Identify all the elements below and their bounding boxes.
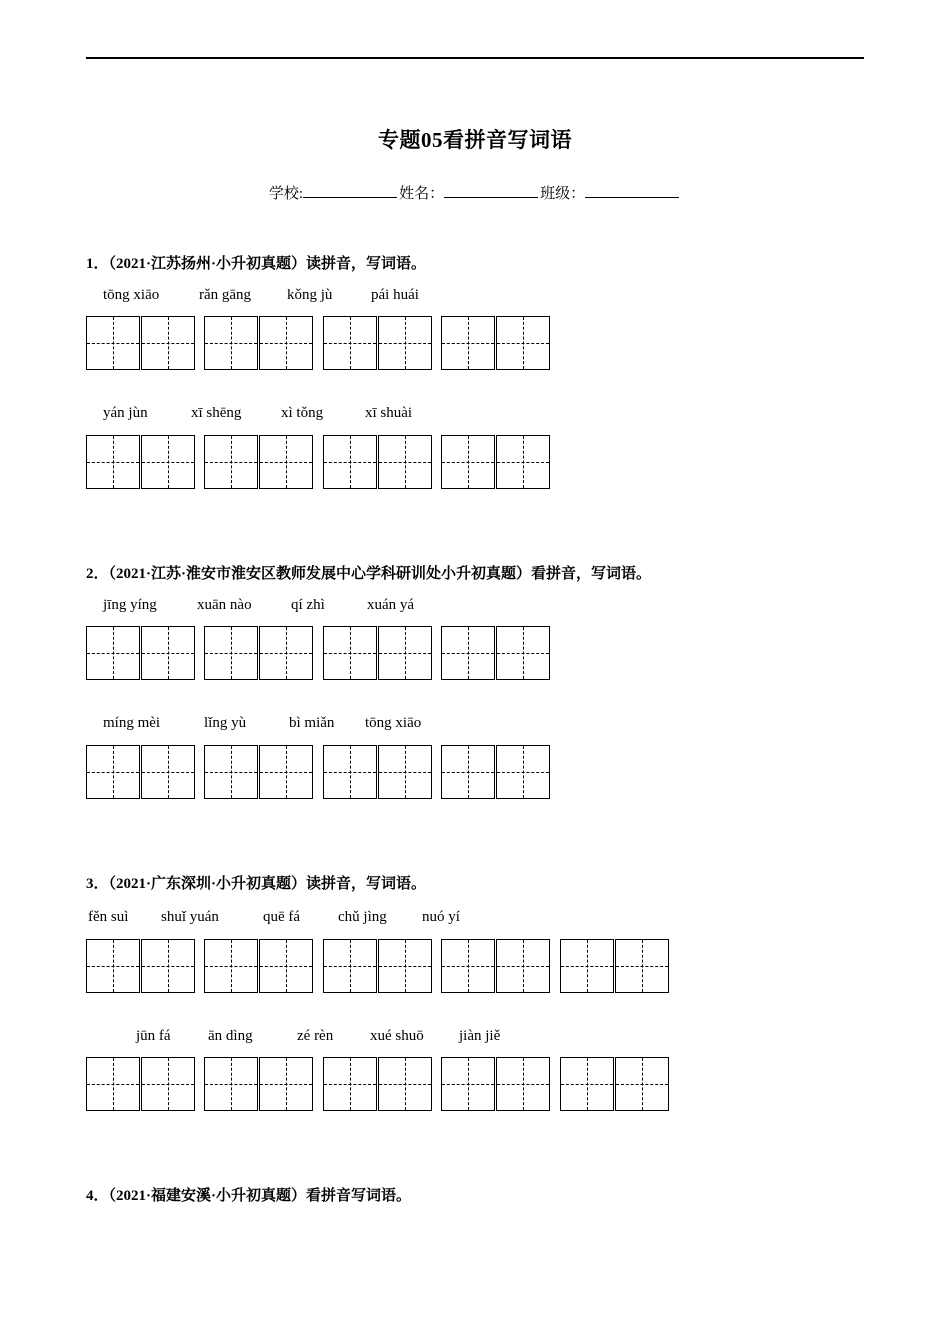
- answer-box-group[interactable]: [441, 626, 551, 681]
- writing-grid-cell[interactable]: [204, 1057, 258, 1111]
- writing-grid-cell[interactable]: [141, 939, 195, 993]
- answer-box-group[interactable]: [323, 745, 433, 800]
- pinyin-label: xuān nào: [197, 597, 252, 613]
- writing-grid-cell[interactable]: [86, 316, 140, 370]
- writing-grid-cell[interactable]: [141, 745, 195, 799]
- writing-grid-cell[interactable]: [259, 626, 313, 680]
- pinyin-label: zé rèn: [297, 1028, 334, 1044]
- school-label: 学校:: [268, 186, 304, 202]
- pinyin-label: xī shuài: [365, 405, 413, 421]
- writing-grid-cell[interactable]: [323, 745, 377, 799]
- writing-grid-cell[interactable]: [204, 939, 258, 993]
- answer-box-group[interactable]: [86, 316, 196, 371]
- answer-box-group[interactable]: [323, 1057, 433, 1112]
- writing-grid-cell[interactable]: [323, 435, 377, 489]
- pinyin-label: fěn suì: [88, 909, 129, 925]
- pinyin-label: yán jùn: [103, 405, 148, 421]
- writing-grid-cell[interactable]: [204, 435, 258, 489]
- writing-grid-cell[interactable]: [378, 939, 432, 993]
- writing-grid-cell[interactable]: [441, 745, 495, 799]
- writing-grid-cell[interactable]: [496, 435, 550, 489]
- writing-grid-cell[interactable]: [378, 1057, 432, 1111]
- writing-grid-cell[interactable]: [441, 1057, 495, 1111]
- writing-grid-cell[interactable]: [204, 745, 258, 799]
- writing-grid-cell[interactable]: [259, 939, 313, 993]
- writing-grid-cell[interactable]: [141, 1057, 195, 1111]
- name-label: 姓名：: [399, 186, 445, 202]
- writing-grid-cell[interactable]: [441, 939, 495, 993]
- pinyin-label: quē fá: [263, 909, 301, 925]
- answer-box-group[interactable]: [560, 939, 670, 994]
- class-label: 班级：: [540, 186, 586, 202]
- answer-box-group[interactable]: [204, 316, 314, 371]
- writing-grid-cell[interactable]: [615, 939, 669, 993]
- writing-grid-cell[interactable]: [259, 1057, 313, 1111]
- writing-grid-cell[interactable]: [496, 1057, 550, 1111]
- pinyin-label: bì miǎn: [289, 715, 335, 731]
- writing-grid-cell[interactable]: [86, 435, 140, 489]
- pinyin-label: chǔ jìng: [338, 909, 387, 925]
- writing-grid-cell[interactable]: [86, 745, 140, 799]
- top-rule: [86, 57, 864, 59]
- pinyin-label: qí zhì: [291, 597, 325, 613]
- answer-box-group[interactable]: [441, 1057, 551, 1112]
- pinyin-label: tōng xiāo: [103, 287, 160, 303]
- writing-grid-cell[interactable]: [441, 626, 495, 680]
- writing-grid-cell[interactable]: [496, 626, 550, 680]
- answer-box-group[interactable]: [86, 435, 196, 490]
- writing-grid-cell[interactable]: [259, 435, 313, 489]
- answer-box-group[interactable]: [204, 745, 314, 800]
- answer-box-group[interactable]: [323, 626, 433, 681]
- answer-box-group[interactable]: [323, 435, 433, 490]
- writing-grid-cell[interactable]: [560, 939, 614, 993]
- pinyin-label: rǎn gāng: [199, 287, 252, 303]
- answer-box-group[interactable]: [441, 745, 551, 800]
- writing-grid-cell[interactable]: [560, 1057, 614, 1111]
- pinyin-label: jīng yíng: [103, 597, 157, 613]
- pinyin-label: tōng xiāo: [365, 715, 422, 731]
- answer-box-group[interactable]: [86, 626, 196, 681]
- writing-grid-cell[interactable]: [141, 435, 195, 489]
- question-4-header: 4．（2021·福建安溪·小升初真题）看拼音写词语。: [86, 1188, 412, 1204]
- writing-grid-cell[interactable]: [141, 626, 195, 680]
- answer-box-group[interactable]: [86, 745, 196, 800]
- writing-grid-cell[interactable]: [259, 316, 313, 370]
- writing-grid-cell[interactable]: [323, 316, 377, 370]
- pinyin-label: ān dìng: [208, 1028, 253, 1044]
- writing-grid-cell[interactable]: [86, 939, 140, 993]
- class-blank[interactable]: [585, 181, 679, 198]
- answer-box-group[interactable]: [560, 1057, 670, 1112]
- writing-grid-cell[interactable]: [496, 745, 550, 799]
- answer-box-group[interactable]: [441, 316, 551, 371]
- question-2-header: 2．（2021·江苏·淮安市淮安区教师发展中心学科研训处小升初真题）看拼音，写词语。: [86, 566, 652, 582]
- name-blank[interactable]: [444, 181, 538, 198]
- pinyin-label: nuó yí: [422, 909, 460, 925]
- pinyin-label: jiàn jiě: [459, 1028, 501, 1044]
- writing-grid-cell[interactable]: [141, 316, 195, 370]
- writing-grid-cell[interactable]: [323, 1057, 377, 1111]
- school-blank[interactable]: [303, 181, 397, 198]
- student-info-line: [0, 181, 950, 203]
- writing-grid-cell[interactable]: [441, 316, 495, 370]
- question-1-header: 1．（2021·江苏扬州·小升初真题）读拼音，写词语。: [86, 256, 427, 272]
- pinyin-label: xī shēng: [191, 405, 242, 421]
- answer-box-group[interactable]: [323, 939, 433, 994]
- pinyin-label: xuán yá: [367, 597, 415, 613]
- writing-grid-cell[interactable]: [378, 435, 432, 489]
- pinyin-label: jūn fá: [136, 1028, 171, 1044]
- answer-box-group[interactable]: [323, 316, 433, 371]
- writing-grid-cell[interactable]: [86, 1057, 140, 1111]
- writing-grid-cell[interactable]: [204, 316, 258, 370]
- writing-grid-cell[interactable]: [496, 316, 550, 370]
- answer-box-group[interactable]: [441, 939, 551, 994]
- answer-box-group[interactable]: [86, 939, 196, 994]
- writing-grid-cell[interactable]: [615, 1057, 669, 1111]
- writing-grid-cell[interactable]: [378, 316, 432, 370]
- writing-grid-cell[interactable]: [441, 435, 495, 489]
- answer-box-group[interactable]: [204, 939, 314, 994]
- pinyin-label: lǐng yù: [204, 715, 247, 731]
- pinyin-label: xué shuō: [370, 1028, 424, 1044]
- writing-grid-cell[interactable]: [204, 626, 258, 680]
- writing-grid-cell[interactable]: [259, 745, 313, 799]
- pinyin-label: kǒng jù: [287, 287, 333, 303]
- answer-box-group[interactable]: [86, 1057, 196, 1112]
- writing-grid-cell[interactable]: [496, 939, 550, 993]
- pinyin-label: xì tǒng: [281, 405, 324, 421]
- question-3-header: 3．（2021·广东深圳·小升初真题）读拼音，写词语。: [86, 876, 427, 892]
- answer-box-group[interactable]: [204, 435, 314, 490]
- answer-box-group[interactable]: [441, 435, 551, 490]
- writing-grid-cell[interactable]: [323, 939, 377, 993]
- pinyin-label: shuǐ yuán: [161, 909, 219, 925]
- writing-grid-cell[interactable]: [323, 626, 377, 680]
- pinyin-label: míng mèi: [103, 715, 161, 731]
- writing-grid-cell[interactable]: [378, 745, 432, 799]
- answer-box-group[interactable]: [204, 626, 314, 681]
- page-title: 专题05看拼音写词语: [378, 128, 572, 152]
- writing-grid-cell[interactable]: [378, 626, 432, 680]
- pinyin-label: pái huái: [371, 287, 419, 303]
- writing-grid-cell[interactable]: [86, 626, 140, 680]
- answer-box-group[interactable]: [204, 1057, 314, 1112]
